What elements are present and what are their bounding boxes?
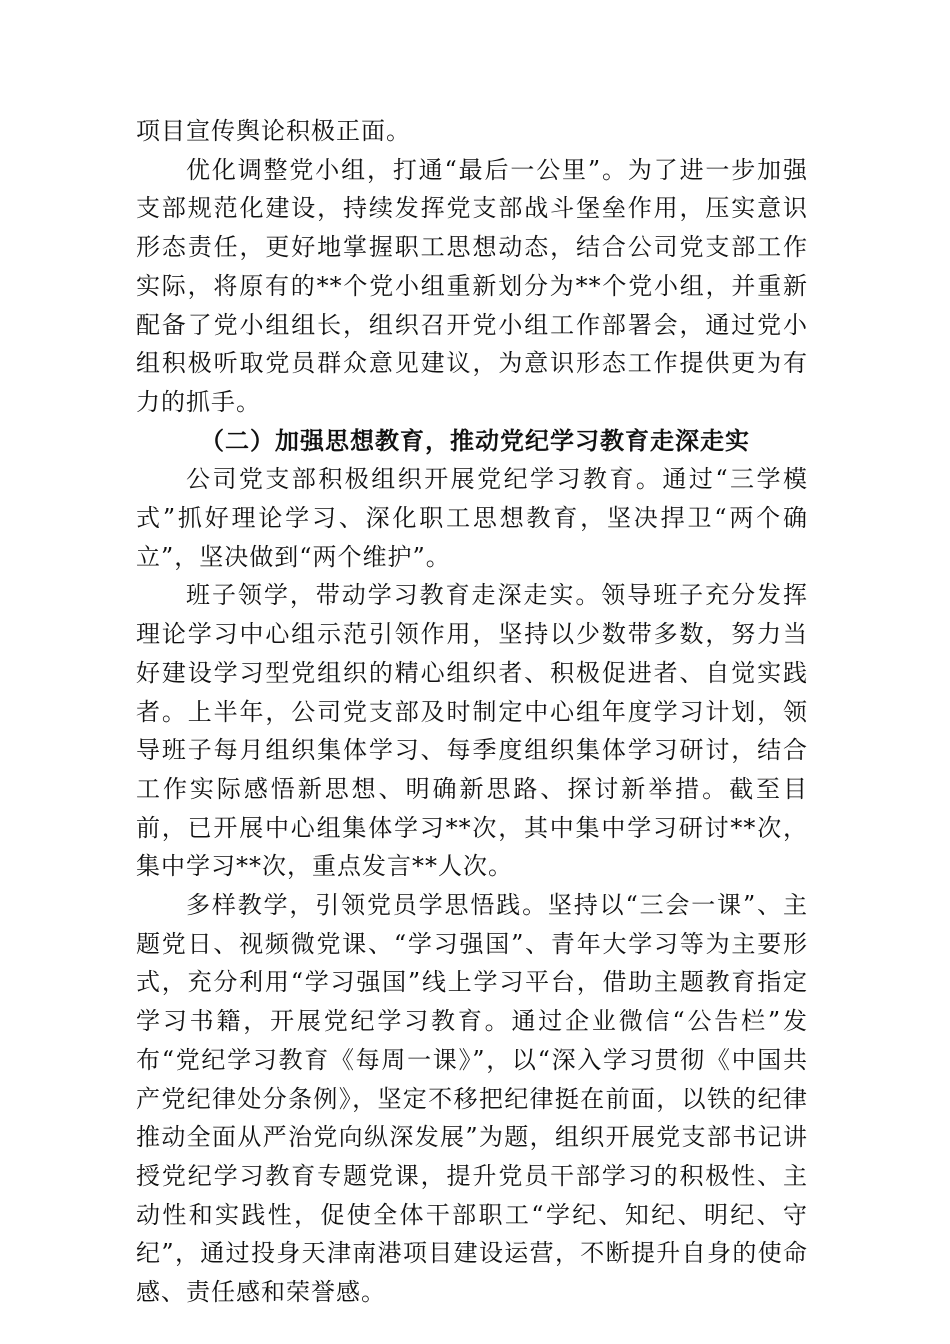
paragraph-party-group-adjustment: 优化调整党小组，打通“最后一公里”。为了进一步加强支部规范化建设，持续发挥党支部战斗堡垒作用，压实意识形态责任，更好地掌握职工思想动态，结合公司党支部工作实际，将原有的**个党小组重新划分为**个党小组，并重新配备了党小组组长，组织召开党小组工作部署会，通过党小组积极听取党员群众意见建议，为意识形态工作提供更为有力的抓手。: [136, 155, 808, 416]
paragraph-diverse-teaching: 多样教学，引领党员学思悟践。坚持以“三会一课”、主题党日、视频微党课、“学习强国”、青年大学习等为主要形式，充分利用“学习强国”线上学习平台，借助主题教育指定学习书籍，开展党纪学习教育。通过企业微信“公告栏”发布“党纪学习教育《每周一课》”，以“深入学习贯彻《中国共产党纪律处分条例》，坚定不移把纪律挺在前面，以铁的纪律推动全面从严治党向纵深发展”为题，组织开展党支部书记讲授党纪学习教育专题党课，提升党员干部学习的积极性、主动性和实践性，促使全体干部职工“学纪、知纪、明纪、守纪”，通过投身天津南港项目建设运营，不断提升自身的使命感、责任感和荣誉感。: [136, 891, 808, 1307]
paragraph-discipline-education: 公司党支部积极组织开展党纪学习教育。通过“三学模式”抓好理论学习、深化职工思想教育，坚决捍卫“两个确立”，坚决做到“两个维护”。: [136, 465, 808, 571]
paragraph-continuation: 项目宣传舆论积极正面。: [136, 117, 411, 145]
document-body: [136, 112, 808, 1312]
section-heading: （二）加强思想教育，推动党纪学习教育走深走实: [200, 425, 750, 455]
paragraph-leadership-study: 班子领学，带动学习教育走深走实。领导班子充分发挥理论学习中心组示范引领作用，坚持以少数带多数，努力当好建设学习型党组织的精心组织者、积极促进者、自觉实践者。上半年，公司党支部及时制定中心组年度学习计划，领导班子每月组织集体学习、每季度组织集体学习研讨，结合工作实际感悟新思想、明确新思路、探讨新举措。截至目前，已开展中心组集体学习**次，其中集中学习研讨**次，集中学习**次，重点发言**人次。: [136, 581, 808, 881]
